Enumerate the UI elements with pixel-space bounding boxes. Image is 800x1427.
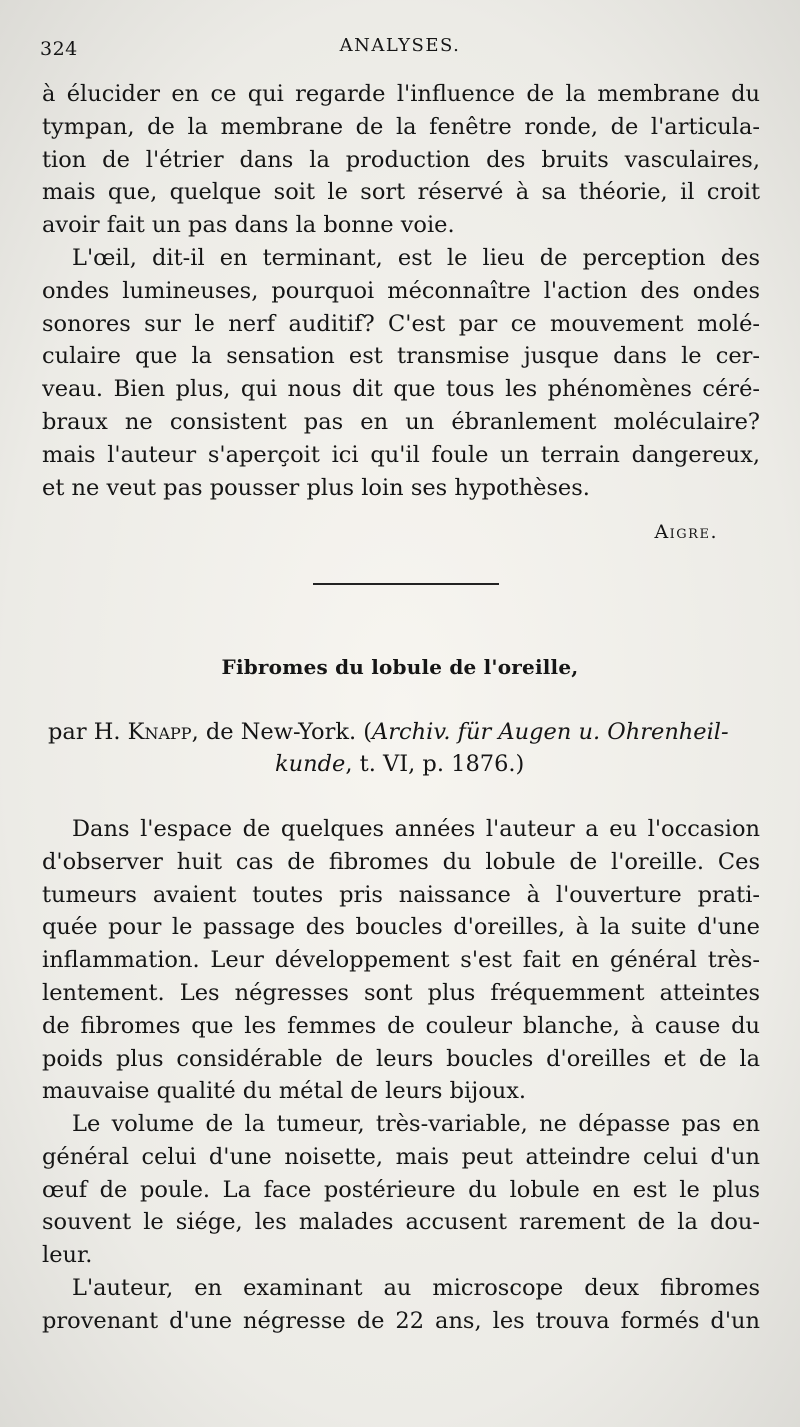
- journal-title-cont: kunde: [275, 751, 346, 777]
- text-line: avoir fait un pas dans la bonne voie.: [42, 212, 455, 239]
- journal-title: Archiv. für Augen u. Ohrenheil-: [372, 719, 729, 745]
- text-line: poids plus considérable de leurs boucles d'oreilles et de la: [42, 1045, 760, 1072]
- text-line: sonores sur le nerf auditif? C'est par ce mouvement molé-: [42, 310, 760, 337]
- text-line: tumeurs avaient toutes pris naissance à l'ouverture prati-: [42, 881, 760, 908]
- text-line: œuf de poule. La face postérieure du lobule en est le plus: [42, 1176, 760, 1203]
- citation-details: , t. VI, p. 1876.): [345, 751, 525, 777]
- text-line: à élucider en ce qui regarde l'influence de la membrane du: [42, 81, 760, 107]
- text-line: d'observer huit cas de fibromes du lobule de l'oreille. Ces: [42, 848, 760, 875]
- article-title: Fibromes du lobule de l'oreille,: [221, 655, 579, 679]
- text-line: Le volume de la tumeur, très-variable, ne dépasse pas en: [72, 1111, 760, 1137]
- text-line: lentement. Les négresses sont plus fréquemment atteintes: [42, 979, 760, 1006]
- text-line: mauvaise qualité du métal de leurs bijoux.: [42, 1078, 527, 1105]
- text-line: général celui d'une noisette, mais peut atteindre celui d'un: [42, 1143, 760, 1170]
- paragraph-volume: [42, 1108, 760, 1272]
- text-line: veau. Bien plus, qui nous dit que tous les phénomènes céré-: [42, 376, 760, 403]
- text-line: mais l'auteur s'aperçoit ici qu'il foule un terrain dangereux,: [42, 441, 760, 468]
- text-line: mais que, quelque soit le sort réservé à sa théorie, il croit: [42, 179, 760, 206]
- text-line: provenant d'une négresse de 22 ans, les trouva formés d'un: [42, 1307, 760, 1334]
- article-byline: [48, 716, 758, 780]
- running-head: ANALYSES.: [339, 35, 461, 56]
- author-signature: Aigre.: [654, 521, 718, 543]
- paragraph-microscope: [42, 1272, 760, 1338]
- text-line: L'auteur, en examinant au microscope deux fibromes: [72, 1275, 760, 1301]
- text-line: tion de l'étrier dans la production des bruits vasculaires,: [42, 146, 760, 173]
- text-line: souvent le siége, les malades accusent rarement de la dou-: [42, 1209, 760, 1236]
- text-line: de fibromes que les femmes de couleur blanche, à cause du: [42, 1012, 760, 1039]
- text-line: tympan, de la membrane de la fenêtre ronde, de l'articula-: [42, 113, 760, 140]
- text-line: L'œil, dit-il en terminant, est le lieu de perception des: [72, 245, 760, 271]
- page-number: 324: [40, 38, 78, 60]
- text-line: braux ne consistent pas en un ébranlement moléculaire?: [42, 408, 760, 435]
- text-line: quée pour le passage des boucles d'oreilles, à la suite d'une: [42, 914, 760, 941]
- text-line: inflammation. Leur développement s'est fait en général très-: [42, 947, 760, 974]
- paragraph-intro: [42, 813, 760, 1108]
- text-line: et ne veut pas pousser plus loin ses hypothèses.: [42, 474, 590, 501]
- section-divider: [313, 583, 499, 585]
- author-name: Knapp: [127, 719, 192, 745]
- text-line: leur.: [42, 1242, 93, 1269]
- text-line: culaire que la sensation est transmise jusque dans le cer-: [42, 343, 760, 370]
- text-line: ondes lumineuses, pourquoi méconnaître l'action des ondes: [42, 277, 760, 304]
- paragraph-continuation: [42, 78, 760, 242]
- text-line: Dans l'espace de quelques années l'auteur a eu l'occasion: [72, 816, 760, 842]
- byline-prefix: par H.: [48, 719, 128, 745]
- paragraph-conclusion: [42, 242, 760, 504]
- byline-place: , de New-York. (: [191, 719, 373, 745]
